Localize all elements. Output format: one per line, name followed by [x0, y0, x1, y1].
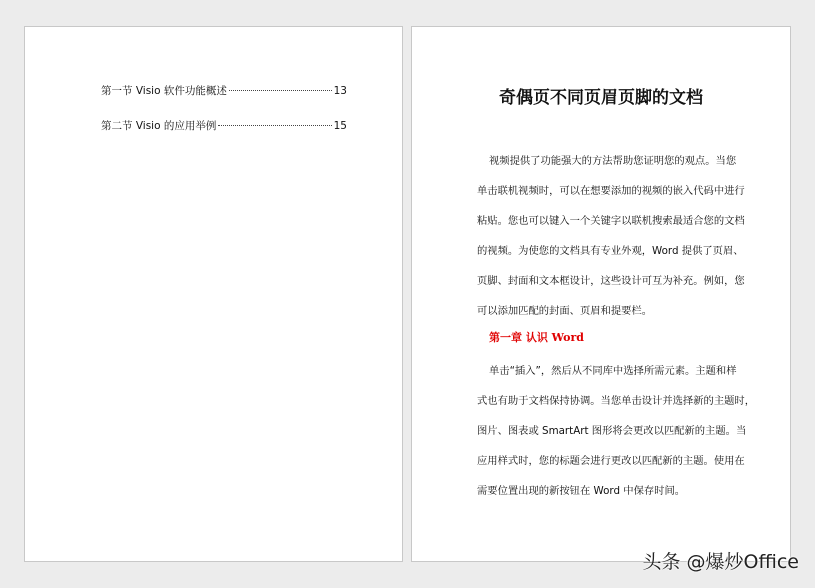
toc-label: 第一节 Visio 软件功能概述 — [101, 85, 227, 97]
paragraph-line: 需要位置出现的新按钮在 Word 中保存时间。 — [477, 485, 686, 497]
toc-page-number: 13 — [333, 85, 347, 97]
paragraph-line: 单击“插入”，然后从不同库中选择所需元素。主题和样 — [489, 365, 737, 377]
paragraph-line: 应用样式时，您的标题会进行更改以匹配新的主题。使用在 — [477, 455, 745, 467]
toc-entry[interactable] — [101, 83, 347, 98]
paragraph-line: 粘贴。您也可以键入一个关键字以联机搜索最适合您的文档 — [477, 215, 745, 227]
toc-page-number: 15 — [333, 120, 347, 132]
chapter-heading: 第一章 认识 Word — [489, 331, 584, 344]
right-page — [411, 26, 791, 562]
paragraph-line: 式也有助于文档保持协调。当您单击设计并选择新的主题时， — [477, 395, 756, 407]
toc-leader — [229, 90, 332, 91]
toc-label: 第二节 Visio 的应用举例 — [101, 120, 217, 132]
toc-leader — [218, 125, 331, 126]
paragraph-line: 的视频。为使您的文档具有专业外观，Word 提供了页眉、 — [477, 245, 744, 257]
paragraph-line: 单击联机视频时，可以在想要添加的视频的嵌入代码中进行 — [477, 185, 745, 197]
paragraph-line: 视频提供了功能强大的方法帮助您证明您的观点。当您 — [489, 155, 737, 167]
watermark: 头条 @爆炒Office — [642, 551, 799, 573]
paragraph-line: 图片、图表或 SmartArt 图形将会更改以匹配新的主题。当 — [477, 425, 747, 437]
document-title: 奇偶页不同页眉页脚的文档 — [499, 88, 703, 108]
paragraph-line: 页脚、封面和文本框设计，这些设计可互为补充。例如，您 — [477, 275, 745, 287]
left-page — [24, 26, 403, 562]
toc-entry[interactable] — [101, 118, 347, 133]
paragraph-line: 可以添加匹配的封面、页眉和提要栏。 — [477, 305, 653, 317]
